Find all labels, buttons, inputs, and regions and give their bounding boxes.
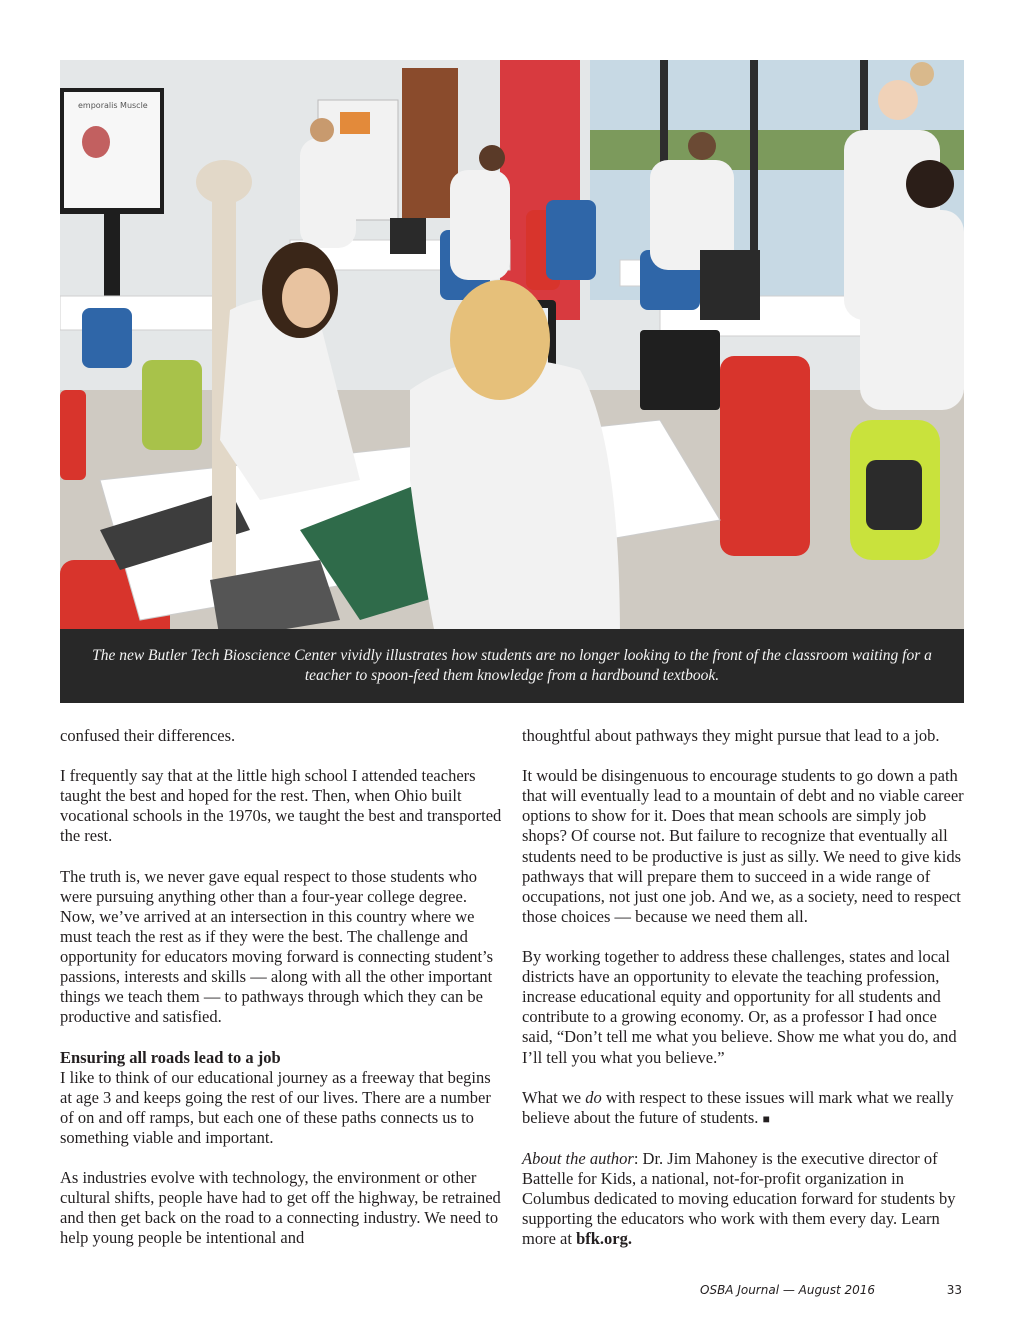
paragraph: The truth is, we never gave equal respect to those students who were pursuing anything other than a four-year college degree. Now, we’ve arrived at an intersection in this country where we must teach the rest as if they were the best. The challenge and opportunity for educators moving forward is connecting student’s passions, interests and skills — along with all the other important things we teach them — to pathways through which they can be productive and satisfied. (60, 866, 494, 1027)
student-back-left (300, 138, 356, 248)
journal-title: OSBA Journal — August 2016 (700, 1283, 876, 1297)
student-back-center (450, 170, 510, 280)
page-footer (700, 1283, 962, 1297)
paragraph (522, 1088, 964, 1129)
bfk-link[interactable]: bfk.org. (576, 1229, 632, 1249)
about-label: About the author (522, 1148, 634, 1168)
chair-red (720, 356, 810, 556)
classroom-photo (60, 60, 964, 703)
paragraph: thoughtful about pathways they might pursue that lead to a job. (522, 726, 940, 745)
classroom-illustration (60, 60, 964, 703)
photo-caption-bar (60, 629, 964, 703)
monitor-text: emporalis Muscle (78, 101, 148, 110)
about-colon: : (633, 1148, 643, 1168)
chair-green (142, 360, 202, 450)
paragraph: As industries evolve with technology, the environment or other cultural shifts, people have had to get off the highway, be retrained and then get back on the road to a connecting industry. We need to help young people be intentional and (60, 1168, 501, 1248)
chair-blue (82, 308, 132, 368)
emphasis: do (585, 1087, 602, 1107)
paragraph: I frequently say that at the little high school I attended teachers taught the best and hoped for the rest. Then, when Ohio built vocational schools in the 1970s, we taught the best and transported the rest. (60, 766, 502, 846)
student-seated-right (860, 210, 964, 410)
left-column (60, 726, 502, 1269)
paragraph: I like to think of our educational journey as a freeway that begins at age 3 and keeps going the rest of our lives. There are a number of on and off ramps, but each one of these paths connects us to something viable and important. (60, 1067, 491, 1147)
paragraph: It would be disingenuous to encourage students to go down a path that will eventually lead to a mountain of debt and no viable career options to show for it. Does that mean schools are simply job shops? Of course not. But failure to recognize that eventually all students need to be productive is just as silly. We need to give kids pathways that will prepare them to succeed in a wide range of occupations, not just one job. And we, as a society, need to respect those choices — because we need them all. (522, 766, 964, 926)
paragraph: confused their differences. (60, 726, 236, 745)
door (402, 68, 458, 218)
section-heading: Ensuring all roads lead to a job (60, 1047, 281, 1067)
photo-caption: The new Butler Tech Bioscience Center vividly illustrates how students are no longer looking to the front of the classroom waiting for a teacher to spoon-feed them knowledge from a hardbound textbook. (92, 647, 932, 684)
student-front (410, 359, 620, 660)
right-column (522, 726, 964, 1270)
page-number: 33 (946, 1283, 962, 1297)
about-text: Dr. Jim Mahoney is the executive director of Battelle for Kids, a national, not-for-profit organization in Columbus dedicated to moving education forward for students by supporting the educators who work with them every day. Learn more at (522, 1148, 956, 1249)
paragraph: By working together to address these challenges, states and local districts have an opportunity to elevate the teaching profession, increase educational equity and opportunity for all students and contribute to a growing economy. Or, as a professor I had once said, “Don’t tell me what you believe. Show me what you do, and I’ll tell you what you believe.” (522, 947, 957, 1067)
text-run: What we (522, 1087, 586, 1107)
text-run: with respect to these issues will mark what we really believe about the future of students. (522, 1087, 954, 1127)
about-author (522, 1149, 964, 1249)
end-mark: ■ (762, 1111, 770, 1126)
